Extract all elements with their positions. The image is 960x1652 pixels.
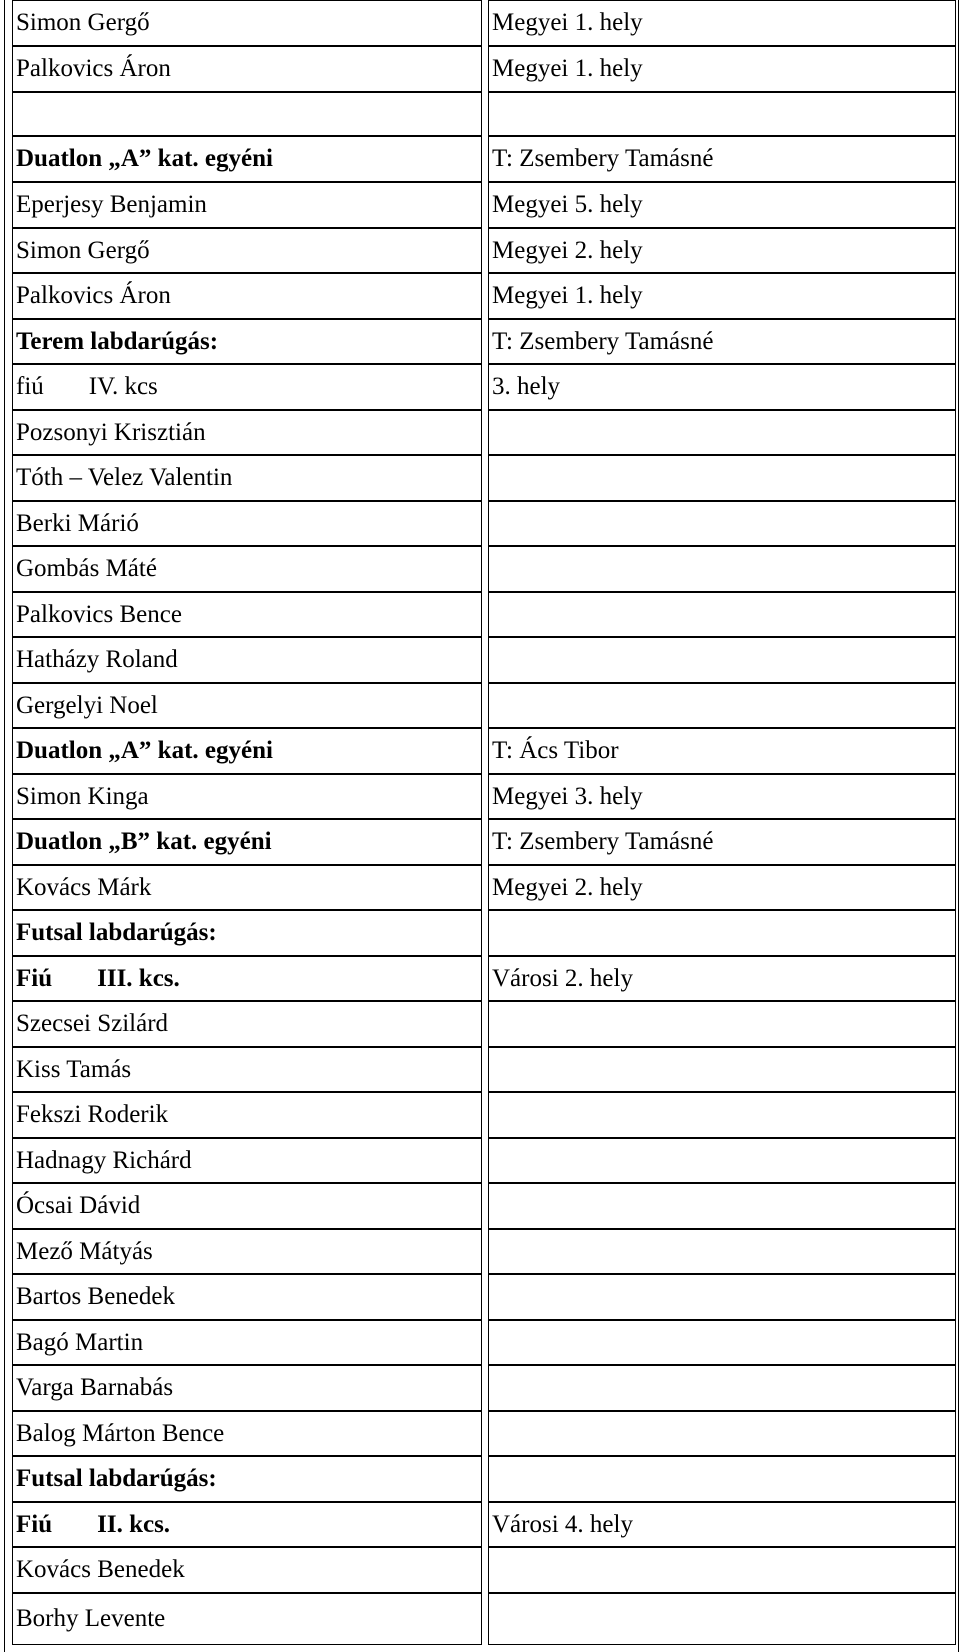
result-text: Megyei 1. hely [492, 282, 643, 309]
left-cell [12, 1229, 482, 1274]
table-row [12, 136, 956, 182]
result-text: Megyei 2. hely [492, 236, 643, 264]
table-row [12, 1320, 956, 1365]
left-text: Duatlon „A” kat. egyéni [16, 145, 273, 172]
table-row [12, 92, 956, 136]
right-cell [488, 819, 956, 865]
right-cell [488, 546, 956, 592]
right-cell [488, 1183, 956, 1229]
table-row [12, 683, 956, 728]
right-cell [488, 683, 956, 728]
left-text: Duatlon „A” kat. egyéni [16, 737, 273, 764]
participant-name [16, 418, 206, 448]
left-cell [12, 1274, 482, 1320]
result-text: Megyei 1. hely [492, 55, 643, 82]
table-row [12, 0, 956, 46]
right-cell [488, 501, 956, 546]
right-cell [488, 637, 956, 683]
left-cell [12, 1092, 482, 1138]
left-cell [12, 819, 482, 865]
table-row [12, 774, 956, 819]
table-row [12, 819, 956, 865]
left-text: Pozsonyi Krisztián [16, 418, 206, 446]
participant-name [16, 1009, 168, 1039]
section-heading [16, 1464, 217, 1494]
result-text: Városi 2. hely [492, 964, 633, 992]
right-cell [488, 1593, 956, 1645]
participant-name [16, 1146, 192, 1176]
left-text: Futsal labdarúgás: [16, 1465, 217, 1492]
left-cell [12, 1411, 482, 1456]
left-cell [12, 546, 482, 592]
table-row [12, 1456, 956, 1502]
left-text: Fiú [16, 964, 53, 992]
table-row [12, 501, 956, 546]
participant-name [16, 1555, 185, 1585]
result-text: T: Zsembery Tamásné [492, 327, 714, 355]
table-row [12, 728, 956, 774]
participant-name [16, 281, 171, 311]
table-row [12, 1274, 956, 1320]
left-text: Palkovics Áron [16, 55, 171, 82]
participant-name [16, 1419, 224, 1449]
category-label: II. kcs. [97, 1510, 171, 1538]
frame-line-left [4, 0, 5, 1652]
right-cell [488, 1001, 956, 1047]
result-text: T: Zsembery Tamásné [492, 145, 714, 172]
right-cell [488, 46, 956, 92]
left-text: Palkovics Áron [16, 282, 171, 309]
participant-name [16, 54, 171, 84]
left-cell [12, 1047, 482, 1092]
left-text: Balog Márton Bence [16, 1419, 225, 1447]
right-cell [488, 1274, 956, 1320]
left-cell [12, 1138, 482, 1183]
table-row [12, 910, 956, 956]
left-cell [12, 182, 482, 228]
table-row [12, 1229, 956, 1274]
right-cell [488, 1502, 956, 1547]
left-text: Kiss Tamás [16, 1055, 132, 1083]
left-cell [12, 92, 482, 136]
category-label: III. kcs. [97, 964, 180, 992]
right-cell [488, 410, 956, 455]
table-row [12, 410, 956, 455]
table-row [12, 1001, 956, 1047]
participant-name [16, 190, 207, 220]
left-cell [12, 1593, 482, 1645]
left-text: Hatházy Roland [16, 646, 178, 673]
table-row [12, 228, 956, 273]
left-cell [12, 46, 482, 92]
table-row [12, 1411, 956, 1456]
table-row [12, 182, 956, 228]
left-text: Simon Gergő [16, 9, 150, 36]
participant-name [16, 1373, 173, 1403]
participant-name [16, 236, 150, 266]
right-cell [488, 1229, 956, 1274]
left-text: Gombás Máté [16, 555, 157, 582]
table-row [12, 1183, 956, 1229]
right-cell [488, 910, 956, 956]
left-cell [12, 1456, 482, 1502]
right-cell [488, 1092, 956, 1138]
table-row [12, 46, 956, 92]
left-cell [12, 1183, 482, 1229]
left-cell [12, 637, 482, 683]
table-row [12, 1365, 956, 1411]
result-text: 3. hely [492, 373, 561, 400]
table-row [12, 592, 956, 637]
left-text: Futsal labdarúgás: [16, 919, 217, 946]
table-row [12, 956, 956, 1001]
right-cell [488, 136, 956, 182]
participant-name [16, 600, 182, 630]
participant-name [16, 554, 157, 584]
left-cell [12, 1320, 482, 1365]
result-text: T: Zsembery Tamásné [492, 828, 714, 855]
right-cell [488, 1547, 956, 1593]
right-cell [488, 1138, 956, 1183]
right-cell [488, 774, 956, 819]
left-text: Gergelyi Noel [16, 691, 158, 719]
left-text: Szecsei Szilárd [16, 1010, 169, 1037]
table-row [12, 637, 956, 683]
section-heading [16, 736, 273, 766]
table-row [12, 1047, 956, 1092]
left-cell [12, 728, 482, 774]
right-cell [488, 319, 956, 364]
participant-name [16, 782, 149, 812]
left-cell [12, 501, 482, 546]
participant-name [16, 1237, 153, 1267]
left-text: Kovács Márk [16, 873, 152, 901]
result-text: Megyei 3. hely [492, 782, 643, 810]
section-heading [16, 1510, 170, 1540]
participant-name [16, 1055, 131, 1085]
table-row [12, 319, 956, 364]
participant-name [16, 463, 232, 493]
right-cell [488, 592, 956, 637]
right-cell [488, 364, 956, 410]
participant-name [16, 8, 150, 38]
left-text: Fekszi Roderik [16, 1101, 169, 1128]
left-text: Simon Kinga [16, 782, 149, 810]
right-cell [488, 455, 956, 501]
left-text: Berki Márió [16, 509, 139, 537]
left-text: Palkovics Bence [16, 600, 182, 628]
left-cell [12, 319, 482, 364]
left-text: Simon Gergő [16, 236, 150, 264]
left-cell [12, 364, 482, 410]
right-cell [488, 1047, 956, 1092]
table-row [12, 546, 956, 592]
right-cell [488, 228, 956, 273]
table-row [12, 455, 956, 501]
left-cell [12, 410, 482, 455]
category-label: IV. kcs [88, 373, 158, 400]
table-row [12, 1138, 956, 1183]
left-cell [12, 865, 482, 910]
participant-name [16, 645, 178, 675]
table-row [12, 364, 956, 410]
left-cell [12, 683, 482, 728]
table-row [12, 1502, 956, 1547]
right-cell [488, 1365, 956, 1411]
table-row [12, 1547, 956, 1593]
result-text: Megyei 2. hely [492, 873, 643, 901]
frame-line-right [958, 0, 959, 1652]
table-row [12, 1593, 956, 1645]
section-heading [16, 144, 273, 174]
left-text: Terem labdarúgás: [16, 327, 219, 355]
table-row [12, 273, 956, 319]
right-cell [488, 1320, 956, 1365]
right-cell [488, 273, 956, 319]
right-cell [488, 1456, 956, 1502]
left-text: Fiú [16, 1510, 53, 1538]
left-text: Kovács Benedek [16, 1556, 185, 1583]
left-cell [12, 455, 482, 501]
right-cell [488, 1411, 956, 1456]
participant-name [16, 873, 151, 903]
left-cell [12, 592, 482, 637]
left-cell [12, 273, 482, 319]
left-cell [12, 136, 482, 182]
result-text: Megyei 5. hely [492, 191, 643, 218]
left-cell [12, 1001, 482, 1047]
left-text: Varga Barnabás [16, 1374, 174, 1401]
left-cell [12, 0, 482, 46]
left-text: Mező Mátyás [16, 1237, 153, 1265]
participant-name [16, 1328, 143, 1358]
participant-name [16, 1191, 140, 1221]
left-cell [12, 956, 482, 1001]
participant-name [16, 372, 158, 402]
result-text: Városi 4. hely [492, 1510, 633, 1538]
left-text: Duatlon „B” kat. egyéni [16, 828, 272, 855]
result-text: Megyei 1. hely [492, 9, 643, 36]
left-cell [12, 774, 482, 819]
left-text: Eperjesy Benjamin [16, 191, 207, 218]
left-cell [12, 910, 482, 956]
left-cell [12, 1547, 482, 1593]
result-text: T: Ács Tibor [492, 737, 619, 764]
participant-name [16, 1604, 165, 1634]
left-text: Bartos Benedek [16, 1283, 175, 1310]
table-row [12, 865, 956, 910]
left-text: Ócsai Dávid [16, 1192, 141, 1219]
participant-name [16, 1100, 168, 1130]
left-cell [12, 1365, 482, 1411]
section-heading [16, 918, 217, 948]
left-text: Tóth – Velez Valentin [16, 464, 233, 491]
left-text: Hadnagy Richárd [16, 1146, 192, 1174]
left-text: Bagó Martin [16, 1328, 144, 1356]
table-row [12, 1092, 956, 1138]
left-cell [12, 1502, 482, 1547]
left-text: Borhy Levente [16, 1605, 166, 1632]
right-cell [488, 182, 956, 228]
section-heading [16, 327, 218, 357]
section-heading [16, 827, 272, 857]
right-cell [488, 0, 956, 46]
participant-name [16, 1282, 175, 1312]
section-heading [16, 964, 180, 994]
participant-name [16, 509, 139, 539]
left-cell [12, 228, 482, 273]
right-cell [488, 728, 956, 774]
participant-name [16, 691, 158, 721]
right-cell [488, 92, 956, 136]
right-cell [488, 956, 956, 1001]
right-cell [488, 865, 956, 910]
left-text: fiú [16, 373, 44, 400]
